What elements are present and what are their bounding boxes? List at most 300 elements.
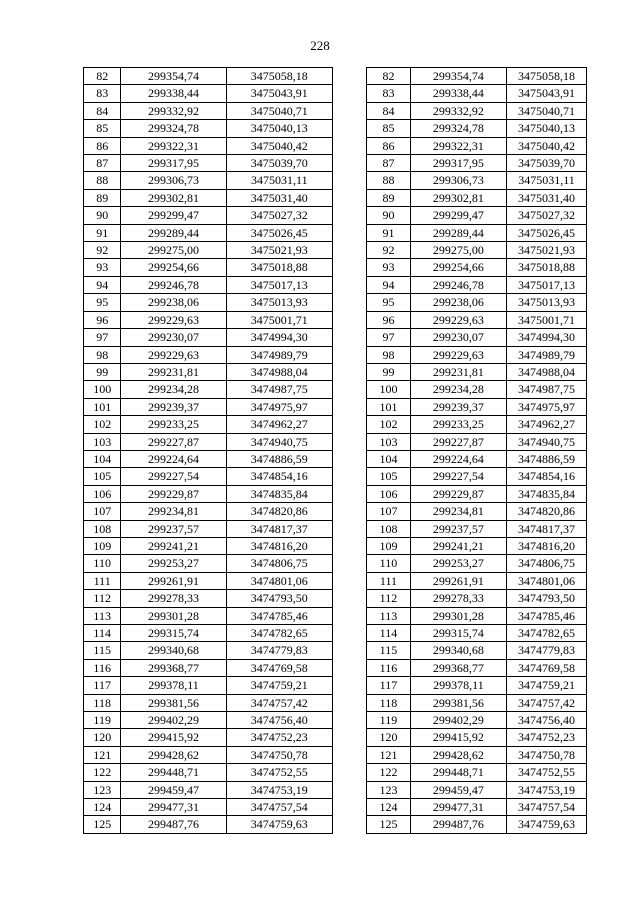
table-row: [367, 607, 587, 624]
x-coordinate-cell: 299224,64: [121, 450, 226, 467]
x-coordinate-cell: 299378,11: [121, 677, 226, 694]
table-row: [84, 329, 333, 346]
point-number-cell: 85: [367, 120, 411, 137]
x-coordinate-cell: 299354,74: [410, 68, 506, 85]
table-row: [84, 85, 333, 102]
x-coordinate-cell: 299237,57: [410, 520, 506, 537]
table-row: [84, 242, 333, 259]
point-number-cell: 122: [367, 764, 411, 781]
point-number-cell: 100: [84, 381, 121, 398]
y-coordinate-cell: 3474757,54: [506, 799, 586, 816]
x-coordinate-cell: 299239,37: [121, 398, 226, 415]
table-row: [84, 346, 333, 363]
x-coordinate-cell: 299227,54: [121, 468, 226, 485]
point-number-cell: 110: [84, 555, 121, 572]
x-coordinate-cell: 299368,77: [121, 659, 226, 676]
point-number-cell: 90: [84, 207, 121, 224]
point-number-cell: 86: [367, 137, 411, 154]
y-coordinate-cell: 3475026,45: [506, 224, 586, 241]
x-coordinate-cell: 299275,00: [121, 242, 226, 259]
table-row: [84, 712, 333, 729]
y-coordinate-cell: 3474817,37: [226, 520, 332, 537]
y-coordinate-cell: 3474975,97: [226, 398, 332, 415]
x-coordinate-cell: 299448,71: [410, 764, 506, 781]
y-coordinate-cell: 3474750,78: [506, 746, 586, 763]
y-coordinate-cell: 3475001,71: [226, 311, 332, 328]
table-row: [84, 764, 333, 781]
x-coordinate-cell: 299229,63: [121, 311, 226, 328]
x-coordinate-cell: 299301,28: [410, 607, 506, 624]
table-row: [84, 450, 333, 467]
y-coordinate-cell: 3474994,30: [506, 329, 586, 346]
x-coordinate-cell: 299340,68: [410, 642, 506, 659]
point-number-cell: 95: [84, 294, 121, 311]
y-coordinate-cell: 3474962,27: [226, 416, 332, 433]
point-number-cell: 114: [367, 625, 411, 642]
y-coordinate-cell: 3475039,70: [226, 155, 332, 172]
point-number-cell: 116: [367, 659, 411, 676]
point-number-cell: 112: [84, 590, 121, 607]
x-coordinate-cell: 299229,63: [410, 346, 506, 363]
y-coordinate-cell: 3474752,55: [226, 764, 332, 781]
table-row: [367, 329, 587, 346]
table-row: [84, 294, 333, 311]
x-coordinate-cell: 299230,07: [410, 329, 506, 346]
x-coordinate-cell: 299324,78: [410, 120, 506, 137]
table-row: [367, 155, 587, 172]
point-number-cell: 112: [367, 590, 411, 607]
table-row: [367, 694, 587, 711]
point-number-cell: 96: [367, 311, 411, 328]
x-coordinate-cell: 299306,73: [410, 172, 506, 189]
table-row: [367, 381, 587, 398]
y-coordinate-cell: 3475039,70: [506, 155, 586, 172]
y-coordinate-cell: 3475043,91: [506, 85, 586, 102]
x-coordinate-cell: 299261,91: [121, 572, 226, 589]
table-row: [367, 764, 587, 781]
y-coordinate-cell: 3474759,21: [506, 677, 586, 694]
y-coordinate-cell: 3475026,45: [226, 224, 332, 241]
y-coordinate-cell: 3474801,06: [506, 572, 586, 589]
table-row: [367, 433, 587, 450]
x-coordinate-cell: 299340,68: [121, 642, 226, 659]
x-coordinate-cell: 299317,95: [121, 155, 226, 172]
x-coordinate-cell: 299415,92: [410, 729, 506, 746]
y-coordinate-cell: 3474940,75: [226, 433, 332, 450]
table-row: [84, 363, 333, 380]
x-coordinate-cell: 299338,44: [410, 85, 506, 102]
y-coordinate-cell: 3475027,32: [506, 207, 586, 224]
x-coordinate-cell: 299253,27: [121, 555, 226, 572]
point-number-cell: 99: [367, 363, 411, 380]
point-number-cell: 103: [367, 433, 411, 450]
x-coordinate-cell: 299278,33: [410, 590, 506, 607]
point-number-cell: 82: [84, 68, 121, 85]
table-row: [84, 398, 333, 415]
y-coordinate-cell: 3475021,93: [226, 242, 332, 259]
y-coordinate-cell: 3474987,75: [506, 381, 586, 398]
y-coordinate-cell: 3475013,93: [506, 294, 586, 311]
x-coordinate-cell: 299381,56: [121, 694, 226, 711]
point-number-cell: 120: [367, 729, 411, 746]
y-coordinate-cell: 3474820,86: [506, 503, 586, 520]
table-row: [367, 311, 587, 328]
y-coordinate-cell: 3475058,18: [226, 68, 332, 85]
y-coordinate-cell: 3474835,84: [226, 485, 332, 502]
x-coordinate-cell: 299230,07: [121, 329, 226, 346]
point-number-cell: 102: [84, 416, 121, 433]
table-row: [367, 276, 587, 293]
x-coordinate-cell: 299238,06: [121, 294, 226, 311]
y-coordinate-cell: 3475027,32: [226, 207, 332, 224]
point-number-cell: 120: [84, 729, 121, 746]
table-row: [367, 520, 587, 537]
point-number-cell: 124: [367, 799, 411, 816]
point-number-cell: 91: [367, 224, 411, 241]
table-row: [367, 503, 587, 520]
point-number-cell: 88: [367, 172, 411, 189]
page-number: 228: [310, 38, 330, 53]
point-number-cell: 101: [367, 398, 411, 415]
y-coordinate-cell: 3474806,75: [226, 555, 332, 572]
point-number-cell: 96: [84, 311, 121, 328]
table-row: [84, 468, 333, 485]
point-number-cell: 94: [84, 276, 121, 293]
x-coordinate-cell: 299428,62: [121, 746, 226, 763]
table-row: [84, 485, 333, 502]
point-number-cell: 89: [367, 189, 411, 206]
x-coordinate-cell: 299317,95: [410, 155, 506, 172]
table-row: [367, 242, 587, 259]
table-row: [367, 363, 587, 380]
table-row: [367, 590, 587, 607]
y-coordinate-cell: 3474820,86: [226, 503, 332, 520]
x-coordinate-cell: 299332,92: [410, 102, 506, 119]
table-row: [84, 276, 333, 293]
point-number-cell: 105: [84, 468, 121, 485]
point-number-cell: 98: [84, 346, 121, 363]
point-number-cell: 93: [367, 259, 411, 276]
y-coordinate-cell: 3475018,88: [226, 259, 332, 276]
point-number-cell: 92: [84, 242, 121, 259]
y-coordinate-cell: 3475031,11: [506, 172, 586, 189]
x-coordinate-cell: 299234,28: [410, 381, 506, 398]
x-coordinate-cell: 299231,81: [121, 363, 226, 380]
y-coordinate-cell: 3475040,42: [226, 137, 332, 154]
point-number-cell: 113: [84, 607, 121, 624]
point-number-cell: 103: [84, 433, 121, 450]
point-number-cell: 109: [84, 537, 121, 554]
table-row: [84, 381, 333, 398]
y-coordinate-cell: 3475017,13: [226, 276, 332, 293]
table-row: [367, 781, 587, 798]
point-number-cell: 121: [367, 746, 411, 763]
y-coordinate-cell: 3474752,55: [506, 764, 586, 781]
point-number-cell: 106: [367, 485, 411, 502]
y-coordinate-cell: 3474962,27: [506, 416, 586, 433]
table-row: [84, 625, 333, 642]
point-number-cell: 98: [367, 346, 411, 363]
y-coordinate-cell: 3475058,18: [506, 68, 586, 85]
x-coordinate-cell: 299234,81: [410, 503, 506, 520]
y-coordinate-cell: 3474988,04: [506, 363, 586, 380]
point-number-cell: 124: [84, 799, 121, 816]
y-coordinate-cell: 3474782,65: [506, 625, 586, 642]
x-coordinate-cell: 299302,81: [410, 189, 506, 206]
y-coordinate-cell: 3474769,58: [226, 659, 332, 676]
y-coordinate-cell: 3474759,63: [226, 816, 332, 833]
y-coordinate-cell: 3474753,19: [226, 781, 332, 798]
table-row: [84, 416, 333, 433]
y-coordinate-cell: 3474753,19: [506, 781, 586, 798]
y-coordinate-cell: 3474782,65: [226, 625, 332, 642]
table-row: [84, 120, 333, 137]
table-row: [367, 468, 587, 485]
y-coordinate-cell: 3474757,42: [506, 694, 586, 711]
x-coordinate-cell: 299302,81: [121, 189, 226, 206]
table-row: [367, 137, 587, 154]
point-number-cell: 107: [84, 503, 121, 520]
point-number-cell: 86: [84, 137, 121, 154]
y-coordinate-cell: 3475040,13: [506, 120, 586, 137]
x-coordinate-cell: 299278,33: [121, 590, 226, 607]
table-row: [367, 416, 587, 433]
point-number-cell: 90: [367, 207, 411, 224]
y-coordinate-cell: 3474854,16: [506, 468, 586, 485]
y-coordinate-cell: 3474816,20: [506, 537, 586, 554]
table-row: [367, 659, 587, 676]
x-coordinate-cell: 299229,63: [410, 311, 506, 328]
point-number-cell: 101: [84, 398, 121, 415]
y-coordinate-cell: 3474757,54: [226, 799, 332, 816]
y-coordinate-cell: 3474816,20: [226, 537, 332, 554]
y-coordinate-cell: 3474756,40: [226, 712, 332, 729]
x-coordinate-cell: 299324,78: [121, 120, 226, 137]
y-coordinate-cell: 3474779,83: [226, 642, 332, 659]
x-coordinate-cell: 299477,31: [410, 799, 506, 816]
x-coordinate-cell: 299229,87: [121, 485, 226, 502]
point-number-cell: 116: [84, 659, 121, 676]
point-number-cell: 94: [367, 276, 411, 293]
x-coordinate-cell: 299246,78: [410, 276, 506, 293]
table-row: [367, 485, 587, 502]
point-number-cell: 104: [84, 450, 121, 467]
point-number-cell: 95: [367, 294, 411, 311]
point-number-cell: 118: [367, 694, 411, 711]
point-number-cell: 119: [367, 712, 411, 729]
point-number-cell: 123: [84, 781, 121, 798]
point-number-cell: 89: [84, 189, 121, 206]
y-coordinate-cell: 3475040,13: [226, 120, 332, 137]
table-row: [84, 155, 333, 172]
x-coordinate-cell: 299238,06: [410, 294, 506, 311]
y-coordinate-cell: 3474752,23: [226, 729, 332, 746]
y-coordinate-cell: 3474988,04: [226, 363, 332, 380]
table-row: [367, 85, 587, 102]
y-coordinate-cell: 3475013,93: [226, 294, 332, 311]
point-number-cell: 97: [367, 329, 411, 346]
point-number-cell: 111: [367, 572, 411, 589]
y-coordinate-cell: 3475040,71: [506, 102, 586, 119]
point-number-cell: 118: [84, 694, 121, 711]
y-coordinate-cell: 3475017,13: [506, 276, 586, 293]
table-row: [367, 625, 587, 642]
x-coordinate-cell: 299322,31: [121, 137, 226, 154]
table-row: [84, 189, 333, 206]
point-number-cell: 125: [367, 816, 411, 833]
point-number-cell: 84: [367, 102, 411, 119]
point-number-cell: 104: [367, 450, 411, 467]
table-row: [367, 294, 587, 311]
table-row: [367, 537, 587, 554]
point-number-cell: 93: [84, 259, 121, 276]
x-coordinate-cell: 299289,44: [121, 224, 226, 241]
point-number-cell: 110: [367, 555, 411, 572]
y-coordinate-cell: 3474769,58: [506, 659, 586, 676]
table-row: [367, 572, 587, 589]
y-coordinate-cell: 3474750,78: [226, 746, 332, 763]
x-coordinate-cell: 299315,74: [121, 625, 226, 642]
x-coordinate-cell: 299227,87: [410, 433, 506, 450]
x-coordinate-cell: 299487,76: [410, 816, 506, 833]
x-coordinate-cell: 299402,29: [410, 712, 506, 729]
point-number-cell: 97: [84, 329, 121, 346]
table-row: [84, 746, 333, 763]
table-row: [367, 555, 587, 572]
y-coordinate-cell: 3474817,37: [506, 520, 586, 537]
x-coordinate-cell: 299289,44: [410, 224, 506, 241]
y-coordinate-cell: 3475021,93: [506, 242, 586, 259]
x-coordinate-cell: 299332,92: [121, 102, 226, 119]
table-row: [367, 68, 587, 85]
point-number-cell: 123: [367, 781, 411, 798]
point-number-cell: 82: [367, 68, 411, 85]
x-coordinate-cell: 299459,47: [121, 781, 226, 798]
y-coordinate-cell: 3474801,06: [226, 572, 332, 589]
table-row: [84, 572, 333, 589]
x-coordinate-cell: 299233,25: [410, 416, 506, 433]
table-row: [84, 102, 333, 119]
y-coordinate-cell: 3474886,59: [506, 450, 586, 467]
table-row: [84, 503, 333, 520]
x-coordinate-cell: 299254,66: [121, 259, 226, 276]
y-coordinate-cell: 3475018,88: [506, 259, 586, 276]
point-number-cell: 117: [367, 677, 411, 694]
point-number-cell: 87: [84, 155, 121, 172]
x-coordinate-cell: 299231,81: [410, 363, 506, 380]
table-row: [367, 729, 587, 746]
table-row: [84, 555, 333, 572]
y-coordinate-cell: 3474989,79: [226, 346, 332, 363]
table-row: [84, 694, 333, 711]
table-row: [84, 590, 333, 607]
point-number-cell: 91: [84, 224, 121, 241]
x-coordinate-cell: 299459,47: [410, 781, 506, 798]
x-coordinate-cell: 299237,57: [121, 520, 226, 537]
point-number-cell: 105: [367, 468, 411, 485]
x-coordinate-cell: 299299,47: [121, 207, 226, 224]
table-row: [84, 311, 333, 328]
x-coordinate-cell: 299306,73: [121, 172, 226, 189]
x-coordinate-cell: 299241,21: [121, 537, 226, 554]
coordinates-table-right: [366, 67, 587, 834]
table-row: [367, 259, 587, 276]
y-coordinate-cell: 3474756,40: [506, 712, 586, 729]
x-coordinate-cell: 299234,81: [121, 503, 226, 520]
y-coordinate-cell: 3474757,42: [226, 694, 332, 711]
point-number-cell: 121: [84, 746, 121, 763]
y-coordinate-cell: 3475031,40: [506, 189, 586, 206]
x-coordinate-cell: 299229,63: [121, 346, 226, 363]
y-coordinate-cell: 3474835,84: [506, 485, 586, 502]
x-coordinate-cell: 299233,25: [121, 416, 226, 433]
x-coordinate-cell: 299477,31: [121, 799, 226, 816]
point-number-cell: 85: [84, 120, 121, 137]
point-number-cell: 92: [367, 242, 411, 259]
table-row: [84, 68, 333, 85]
x-coordinate-cell: 299254,66: [410, 259, 506, 276]
point-number-cell: 113: [367, 607, 411, 624]
x-coordinate-cell: 299229,87: [410, 485, 506, 502]
y-coordinate-cell: 3474987,75: [226, 381, 332, 398]
table-row: [84, 259, 333, 276]
x-coordinate-cell: 299381,56: [410, 694, 506, 711]
y-coordinate-cell: 3474854,16: [226, 468, 332, 485]
y-coordinate-cell: 3474759,21: [226, 677, 332, 694]
point-number-cell: 83: [84, 85, 121, 102]
point-number-cell: 84: [84, 102, 121, 119]
x-coordinate-cell: 299301,28: [121, 607, 226, 624]
y-coordinate-cell: 3474759,63: [506, 816, 586, 833]
table-row: [84, 677, 333, 694]
table-row: [367, 398, 587, 415]
y-coordinate-cell: 3474989,79: [506, 346, 586, 363]
y-coordinate-cell: 3475040,42: [506, 137, 586, 154]
table-row: [367, 799, 587, 816]
table-row: [84, 172, 333, 189]
x-coordinate-cell: 299224,64: [410, 450, 506, 467]
y-coordinate-cell: 3474806,75: [506, 555, 586, 572]
table-row: [84, 137, 333, 154]
y-coordinate-cell: 3474994,30: [226, 329, 332, 346]
x-coordinate-cell: 299227,87: [121, 433, 226, 450]
point-number-cell: 108: [84, 520, 121, 537]
table-row: [367, 224, 587, 241]
table-row: [367, 816, 587, 833]
point-number-cell: 115: [84, 642, 121, 659]
table-row: [367, 712, 587, 729]
point-number-cell: 88: [84, 172, 121, 189]
x-coordinate-cell: 299415,92: [121, 729, 226, 746]
point-number-cell: 115: [367, 642, 411, 659]
point-number-cell: 99: [84, 363, 121, 380]
y-coordinate-cell: 3474752,23: [506, 729, 586, 746]
point-number-cell: 87: [367, 155, 411, 172]
point-number-cell: 100: [367, 381, 411, 398]
x-coordinate-cell: 299322,31: [410, 137, 506, 154]
y-coordinate-cell: 3475040,71: [226, 102, 332, 119]
x-coordinate-cell: 299368,77: [410, 659, 506, 676]
table-row: [367, 120, 587, 137]
table-row: [84, 207, 333, 224]
table-row: [367, 746, 587, 763]
y-coordinate-cell: 3475031,11: [226, 172, 332, 189]
y-coordinate-cell: 3474785,46: [226, 607, 332, 624]
table-row: [367, 346, 587, 363]
table-row: [84, 224, 333, 241]
table-row: [367, 450, 587, 467]
y-coordinate-cell: 3475043,91: [226, 85, 332, 102]
